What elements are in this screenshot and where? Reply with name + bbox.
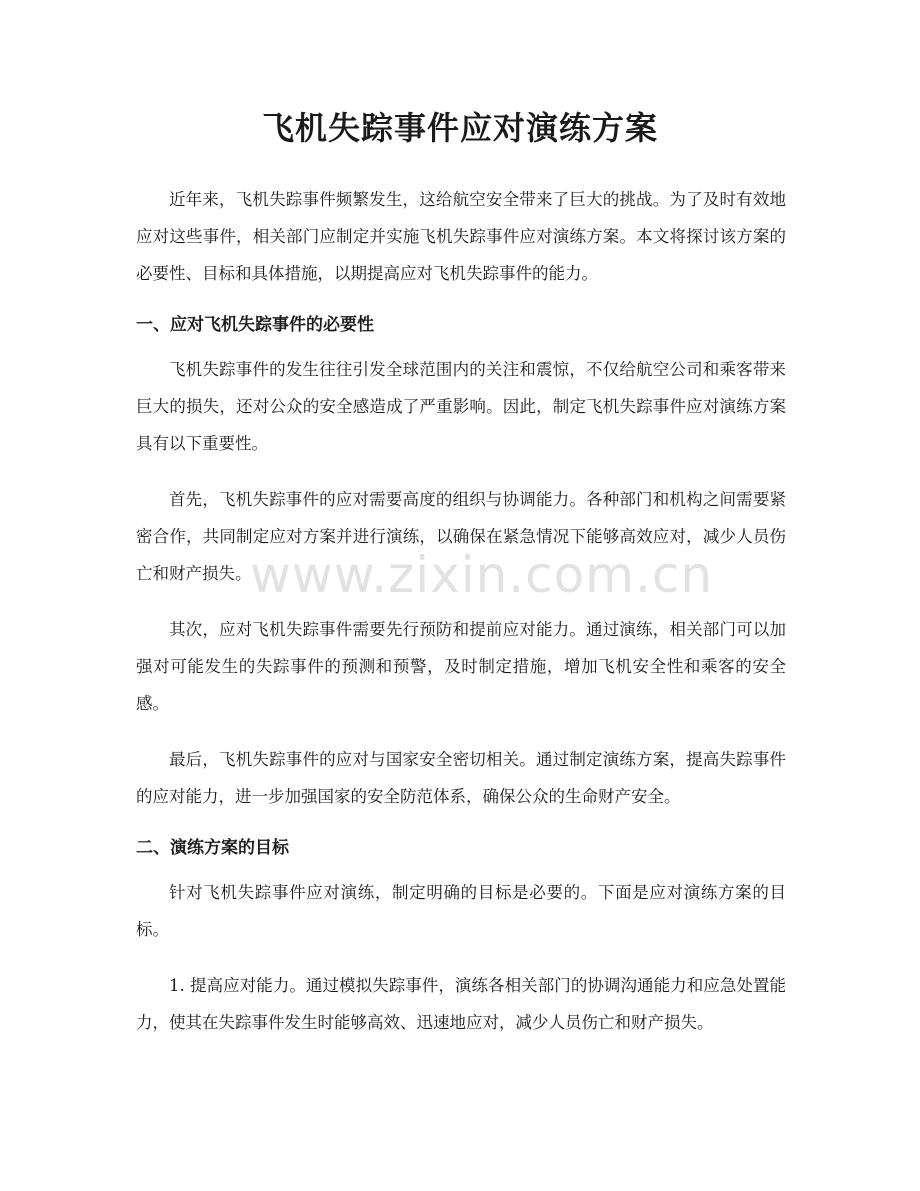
watermark: www.zixin.com.cn xyxy=(250,546,714,604)
section-2-paragraph-2: 1. 提高应对能力。通过模拟失踪事件，演练各相关部门的协调沟通能力和应急处置能力，使其在失踪事件发生时能够高效、迅速地应对，减少人员伤亡和财产损失。 xyxy=(136,976,786,1032)
document-title: 飞机失踪事件应对演练方案 xyxy=(261,109,658,147)
section-1-paragraph-1: 飞机失踪事件的发生往往引发全球范围内的关注和震惊，不仅给航空公司和乘客带来巨大的损失，还对公众的安全感造成了严重影响。因此，制定飞机失踪事件应对演练方案具有以下重要性。 xyxy=(136,360,786,453)
section-1-paragraph-3: 其次，应对飞机失踪事件需要先行预防和提前应对能力。通过演练，相关部门可以加强对可能发生的失踪事件的预测和预警，及时制定措施，增加飞机安全性和乘客的安全感。 xyxy=(136,620,786,713)
section-1-paragraph-4: 最后，飞机失踪事件的应对与国家安全密切相关。通过制定演练方案，提高失踪事件的应对能力，进一步加强国家的安全防范体系，确保公众的生命财产安全。 xyxy=(136,750,786,806)
section-2-paragraph-1: 针对飞机失踪事件应对演练，制定明确的目标是必要的。下面是应对演练方案的目标。 xyxy=(136,883,786,939)
intro-paragraph: 近年来，飞机失踪事件频繁发生，这给航空安全带来了巨大的挑战。为了及时有效地应对这些事件，相关部门应制定并实施飞机失踪事件应对演练方案。本文将探讨该方案的必要性、目标和具体措施，以期提高应对飞机失踪事件的能力。 xyxy=(136,190,786,283)
section-1-heading: 一、应对飞机失踪事件的必要性 xyxy=(136,315,374,335)
document-body xyxy=(136,181,786,1060)
section-2-heading: 二、演练方案的目标 xyxy=(136,838,289,858)
section-1-paragraph-2: 首先，飞机失踪事件的应对需要高度的组织与协调能力。各种部门和机构之间需要紧密合作，共同制定应对方案并进行演练，以确保在紧急情况下能够高效应对，减少人员伤亡和财产损失。 xyxy=(136,490,786,583)
